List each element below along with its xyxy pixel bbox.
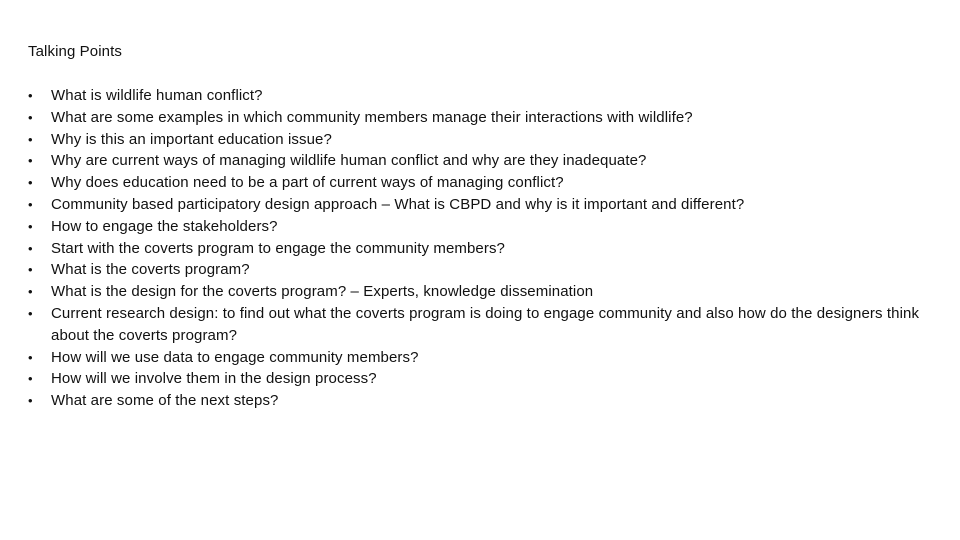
bullet-item: • What is wildlife human conflict?: [28, 85, 928, 107]
bullet-item: • How will we involve them in the design process?: [28, 368, 928, 390]
bullet-item: • How to engage the stakeholders?: [28, 216, 928, 238]
bullet-item: • What are some of the next steps?: [28, 390, 928, 412]
bullet-item: • Why is this an important education issue?: [28, 129, 928, 151]
bullet-item: • What are some examples in which community members manage their interactions with wildlife?: [28, 107, 928, 129]
slide-title: Talking Points: [28, 43, 122, 60]
bullet-item: • Community based participatory design approach – What is CBPD and why is it important and different?: [28, 194, 928, 216]
bullet-item: • Current research design: to find out what the coverts program is doing to engage community and also how do the designers think about the coverts program?: [28, 303, 928, 347]
talking-points-list: [28, 85, 928, 412]
bullet-item: • What is the coverts program?: [28, 259, 928, 281]
bullet-item: • Start with the coverts program to engage the community members?: [28, 238, 928, 260]
bullet-item: • Why does education need to be a part of current ways of managing conflict?: [28, 172, 928, 194]
bullet-item: • How will we use data to engage community members?: [28, 347, 928, 369]
bullet-item: • Why are current ways of managing wildlife human conflict and why are they inadequate?: [28, 150, 928, 172]
bullet-item: • What is the design for the coverts program? – Experts, knowledge dissemination: [28, 281, 928, 303]
